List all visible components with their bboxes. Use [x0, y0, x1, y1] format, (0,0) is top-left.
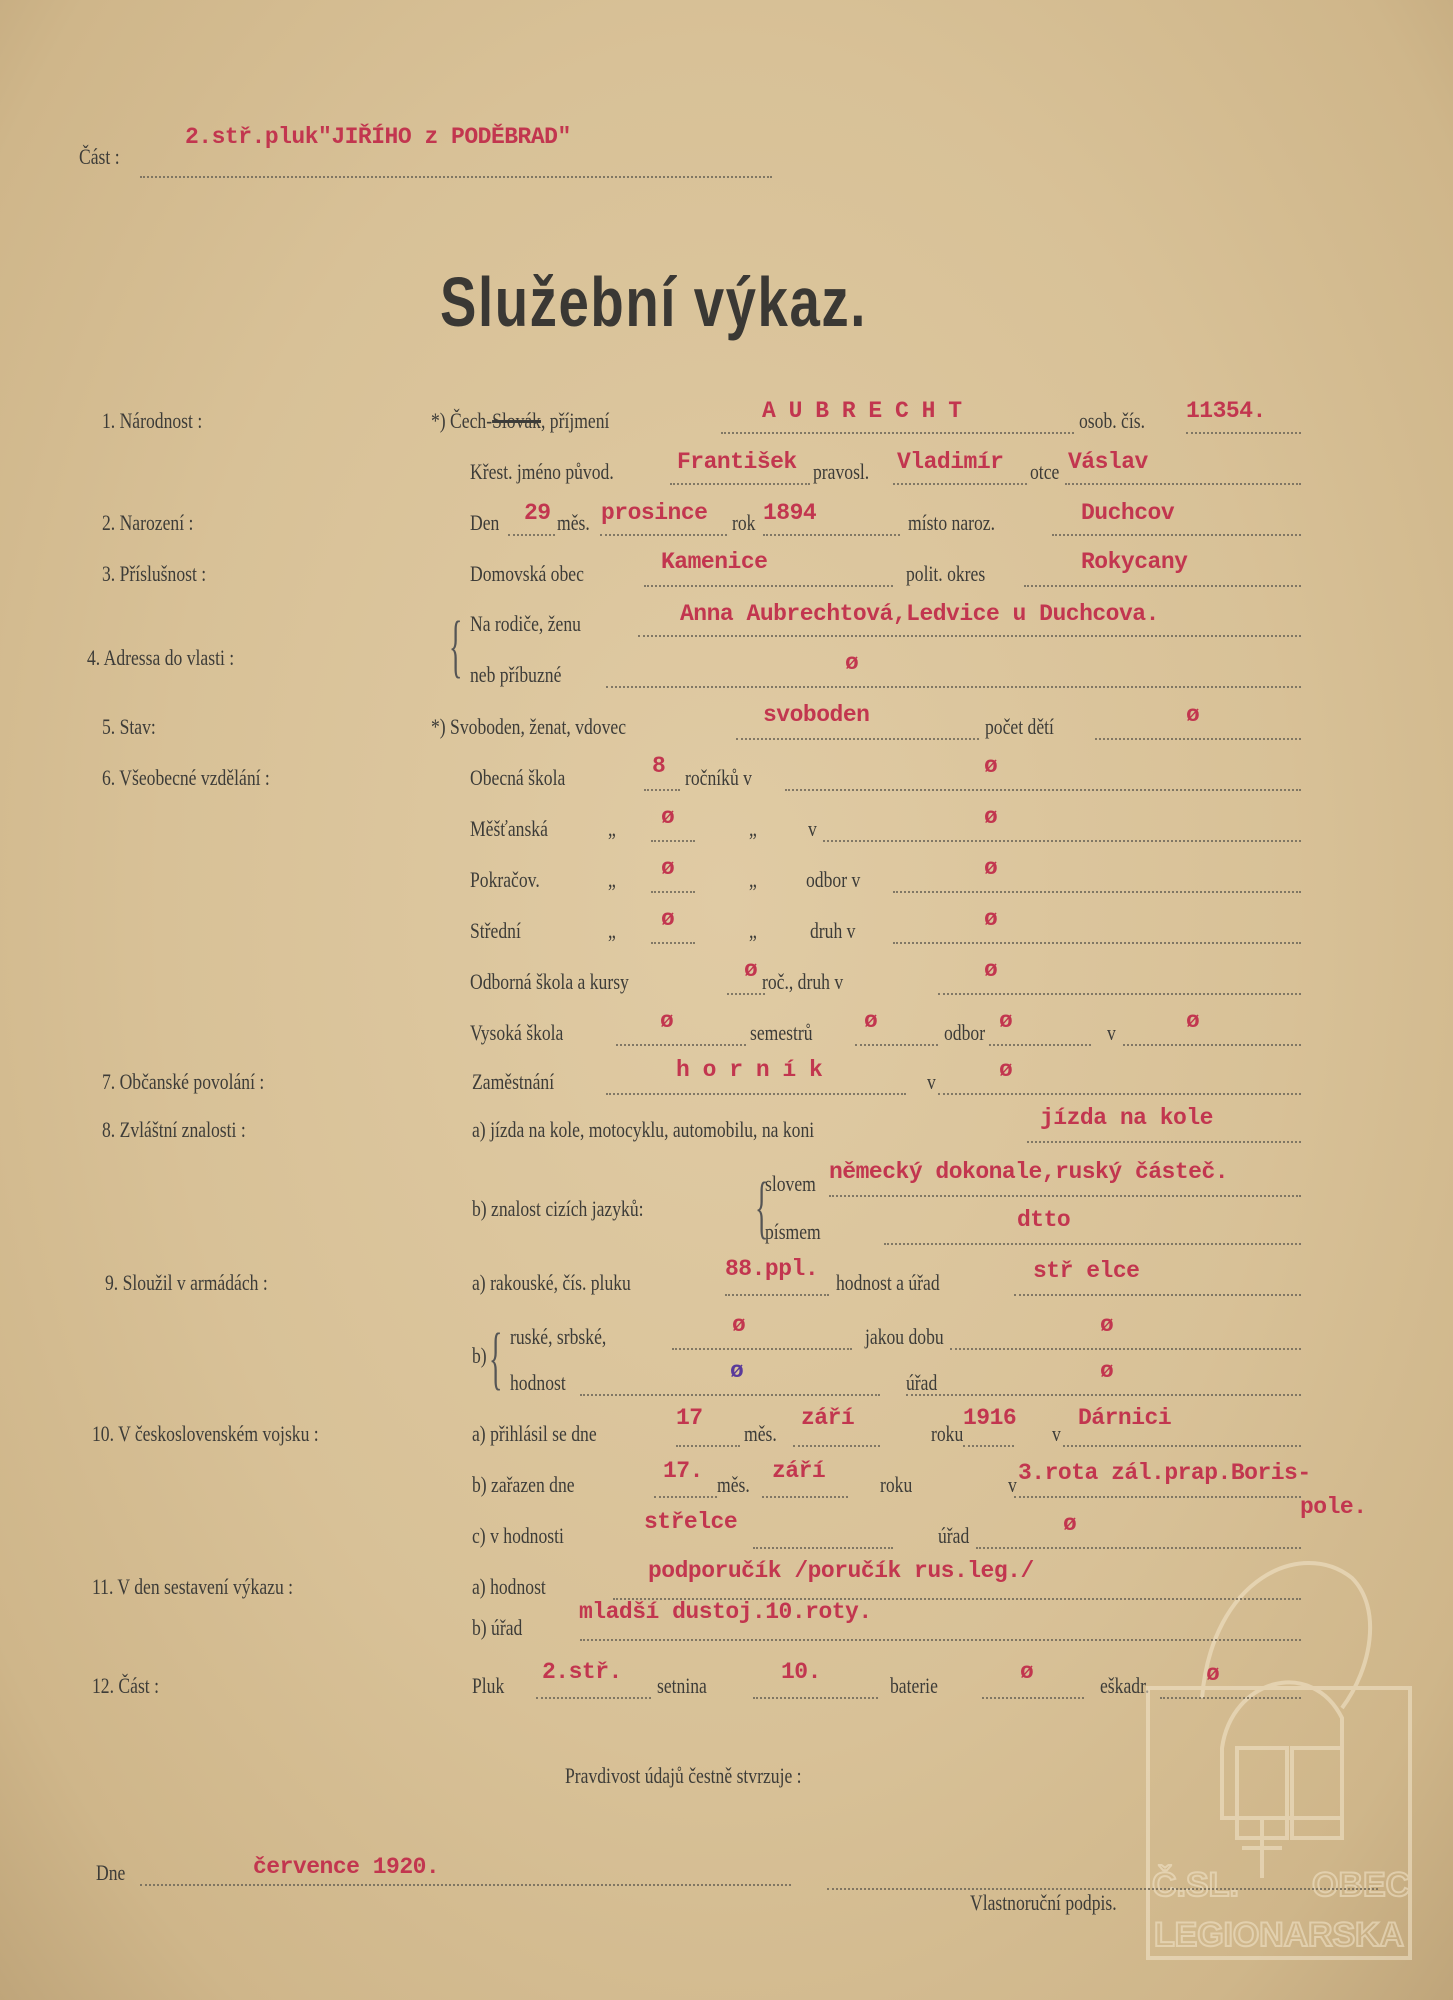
vocational-school-value: ø: [744, 957, 758, 983]
ditto-mark: „: [749, 918, 757, 943]
assigned-day: 17.: [663, 1458, 703, 1484]
ditto-mark: „: [749, 867, 757, 892]
dotted-line: [785, 789, 1301, 791]
prefix-text: *) Čech-: [431, 408, 493, 433]
dotted-line: [1065, 483, 1301, 485]
stamp-text-1: Č.SL.: [1152, 1866, 1239, 1904]
dotted-line: [855, 1044, 938, 1046]
dotted-line: [736, 738, 979, 740]
dotted-line: [938, 993, 1301, 995]
dotted-line: [676, 1445, 740, 1447]
in-label: v: [1052, 1421, 1061, 1446]
dotted-line: [893, 891, 1301, 893]
duration-label: jakou dobu: [865, 1324, 944, 1349]
squadron-label: eškadr.: [1100, 1673, 1150, 1698]
dotted-line: [1123, 1044, 1301, 1046]
dotted-line: [1160, 1697, 1301, 1699]
suffix-text: , příjmení: [540, 408, 610, 433]
current-office-value: mladší dustoj.10.roty.: [579, 1599, 872, 1625]
dotted-line: [606, 686, 1301, 688]
russian-serbian-label: ruské, srbské,: [510, 1324, 607, 1349]
assigned-label: b) zařazen dne: [472, 1472, 575, 1497]
regiment-label: Pluk: [472, 1673, 505, 1698]
civic-school-place: ø: [984, 804, 998, 830]
riding-label: a) jízda na kole, motocyklu, automobilu, na koni: [472, 1117, 815, 1142]
written-languages-value: dtto: [1017, 1207, 1071, 1233]
in-label: v: [808, 816, 817, 841]
rank-office-label: hodnost a úřad: [836, 1270, 940, 1295]
written-label: písmem: [765, 1219, 821, 1244]
report-date-label: 11. V den sestavení výkazu :: [92, 1574, 294, 1599]
dotted-line: [613, 1598, 1301, 1600]
status-label: 5. Stav:: [102, 714, 156, 739]
father-label: otce: [1030, 459, 1060, 484]
rank-value: ø: [730, 1358, 744, 1384]
ditto-mark: „: [608, 918, 616, 943]
enlisted-place: Dárnici: [1078, 1405, 1172, 1431]
signature-label: Vlastnoruční podpis.: [970, 1890, 1117, 1915]
grades-label: ročníků v: [685, 765, 752, 790]
primary-school-value: 8: [652, 753, 666, 779]
current-rank-value: podporučík /poručík rus.leg./: [648, 1558, 1034, 1584]
personal-number-value: 11354.: [1186, 398, 1266, 424]
university-value: ø: [660, 1008, 674, 1034]
dotted-line: [1024, 585, 1301, 587]
brace: {: [755, 1169, 769, 1246]
dotted-line: [753, 1697, 878, 1699]
special-skills-label: 8. Zvláštní znalosti :: [102, 1117, 246, 1142]
vocational-school-place: ø: [984, 957, 998, 983]
dotted-line: [1014, 1294, 1301, 1296]
district-label: polit. okres: [906, 561, 986, 586]
unit-label: Část :: [79, 144, 120, 169]
dotted-line: [1052, 534, 1301, 536]
month-label: měs.: [717, 1472, 750, 1497]
surname-value: A U B R E C H T: [762, 398, 962, 424]
dotted-line: [536, 1697, 651, 1699]
dotted-line: [580, 1394, 880, 1396]
stamp-text-2: LEGIONARSKA: [1154, 1916, 1404, 1954]
dotted-line: [827, 1888, 1378, 1890]
ditto-mark: „: [749, 816, 757, 841]
nationality-label: 1. Národnost :: [102, 408, 203, 433]
relatives-label: Na rodiče, ženu: [470, 611, 581, 636]
in-label: v: [1107, 1020, 1116, 1045]
dotted-line: [140, 1884, 791, 1886]
in-label: v: [1008, 1472, 1017, 1497]
year-label: rok: [732, 510, 756, 535]
nationality-prefix: [431, 408, 609, 434]
employment-value: h o r n í k: [676, 1057, 823, 1083]
citizenship-label: 3. Příslušnost :: [102, 561, 207, 586]
dotted-line: [721, 432, 1074, 434]
office-label: úřad: [938, 1523, 970, 1548]
kin-value: ø: [845, 650, 859, 676]
christian-name-value: František: [677, 449, 797, 475]
assigned-month: září: [772, 1458, 826, 1484]
served-armies-label: 9. Sloužil v armádách :: [105, 1270, 268, 1295]
enlisted-month: září: [801, 1405, 855, 1431]
dotted-line: [823, 840, 1301, 842]
austrian-regiment-value: 88.ppl.: [725, 1256, 819, 1282]
continuation-school-place: ø: [984, 855, 998, 881]
month-label: měs.: [744, 1421, 777, 1446]
primary-school-place: ø: [984, 753, 998, 779]
ditto-mark: „: [608, 816, 616, 841]
year-label: roku: [931, 1421, 964, 1446]
legion-emboss-stamp: [1142, 1518, 1416, 1965]
month-label: měs.: [557, 510, 590, 535]
secondary-school-place: ø: [984, 906, 998, 932]
dotted-line: [644, 789, 680, 791]
dotted-line: [989, 1044, 1091, 1046]
enlisted-label: a) přihlásil se dne: [472, 1421, 597, 1446]
dotted-line: [893, 483, 1027, 485]
dotted-line: [508, 534, 555, 536]
dotted-line: [1095, 738, 1301, 740]
relatives-value: Anna Aubrechtová,Ledvice u Duchcova.: [680, 601, 1159, 627]
rank-label: hodnost: [510, 1370, 566, 1395]
dotted-line: [670, 483, 810, 485]
dotted-line: [829, 1195, 1301, 1197]
struck-text: Slovák: [492, 408, 541, 433]
dotted-line: [651, 891, 695, 893]
orthodox-name-label: pravosl.: [813, 459, 870, 484]
regiment-value: 2.stř.: [542, 1659, 622, 1685]
dotted-line: [654, 1496, 717, 1498]
year-type-label: roč., druh v: [762, 969, 844, 994]
office-label: b) úřad: [472, 1615, 523, 1640]
civic-school-value: ø: [661, 804, 675, 830]
father-value: Váslav: [1068, 449, 1148, 475]
field-value: ø: [999, 1008, 1013, 1034]
university-label: Vysoká škola: [470, 1020, 564, 1045]
secondary-school-value: ø: [661, 906, 675, 932]
in-label: v: [927, 1069, 936, 1094]
birth-month-value: prosince: [601, 500, 708, 526]
children-label: počet dětí: [985, 714, 1054, 739]
field-label: odbor: [944, 1020, 986, 1045]
vocational-school-label: Odborná škola a kursy: [470, 969, 629, 994]
unit-section-label: 12. Část :: [92, 1673, 159, 1698]
birth-day-value: 29: [524, 500, 551, 526]
children-value: ø: [1186, 702, 1200, 728]
dotted-line: [644, 585, 893, 587]
office-value: ø: [1063, 1511, 1077, 1537]
dotted-line: [1063, 1445, 1301, 1447]
rank-label: a) hodnost: [472, 1574, 546, 1599]
dotted-line: [616, 1044, 746, 1046]
birthplace-value: Duchcov: [1081, 500, 1175, 526]
brace: {: [449, 608, 463, 685]
continuation-school-value: ø: [661, 855, 675, 881]
assigned-unit-continued: pole.: [1300, 1494, 1367, 1520]
languages-label: b) znalost cizích jazyků:: [472, 1196, 644, 1221]
district-value: Rokycany: [1081, 549, 1188, 575]
spoken-languages-value: německý dokonale,ruský částeč.: [829, 1159, 1229, 1185]
dotted-line: [762, 1496, 848, 1498]
dotted-line: [600, 534, 727, 536]
marital-options-label: *) Svoboden, ženat, vdovec: [431, 714, 627, 739]
date-value: července 1920.: [253, 1854, 440, 1880]
spoken-label: slovem: [765, 1171, 816, 1196]
date-label: Dne: [96, 1860, 126, 1885]
type-in-label: druh v: [810, 918, 856, 943]
birth-label: 2. Narození :: [102, 510, 194, 535]
battery-value: ø: [1020, 1659, 1034, 1685]
home-municipality-value: Kamenice: [661, 549, 768, 575]
personal-number-label: osob. čís.: [1079, 408, 1145, 433]
occupation-label: 7. Občanské povolání :: [102, 1069, 265, 1094]
christian-name-label: Křest. jméno původ.: [470, 459, 614, 484]
brace: {: [489, 1320, 503, 1397]
dotted-line: [893, 942, 1301, 944]
dotted-line: [1186, 432, 1301, 434]
dotted-line: [884, 1243, 1301, 1245]
document-title: Služební výkaz.: [440, 263, 867, 341]
year-label: roku: [880, 1472, 913, 1497]
company-label: setnina: [657, 1673, 707, 1698]
rank-label: c) v hodnosti: [472, 1523, 564, 1548]
dotted-line: [938, 1093, 1301, 1095]
university-place: ø: [1186, 1008, 1200, 1034]
dotted-line: [672, 1348, 852, 1350]
battery-label: baterie: [890, 1673, 938, 1698]
enlisted-year: 1916: [963, 1405, 1017, 1431]
semesters-label: semestrů: [750, 1020, 813, 1045]
civic-school-label: Měšťanská: [470, 816, 548, 841]
dotted-line: [763, 534, 900, 536]
dotted-line: [1014, 1496, 1301, 1498]
dotted-line: [651, 942, 695, 944]
dotted-line: [976, 1547, 1301, 1549]
austrian-regiment-label: a) rakouské, čís. pluku: [472, 1270, 631, 1295]
dotted-line: [638, 635, 1301, 637]
orthodox-name-value: Vladimír: [897, 449, 1004, 475]
kin-label: neb příbuzné: [470, 662, 562, 687]
dotted-line: [950, 1348, 1301, 1350]
dotted-line: [580, 1639, 1301, 1641]
attestation-text: Pravdivost údajů čestně stvrzuje :: [565, 1763, 802, 1788]
company-value: 10.: [781, 1659, 821, 1685]
dotted-line: [906, 1394, 1301, 1396]
dotted-line: [753, 1547, 893, 1549]
enlisted-day: 17: [676, 1405, 703, 1431]
dotted-line: [140, 176, 772, 178]
duration-value: ø: [1100, 1312, 1114, 1338]
dotted-line: [982, 1697, 1084, 1699]
russian-serbian-value: ø: [732, 1312, 746, 1338]
dotted-line: [793, 1445, 880, 1447]
dotted-line: [727, 993, 765, 995]
address-label: 4. Adressa do vlasti :: [87, 645, 235, 670]
dotted-line: [963, 1445, 1014, 1447]
dotted-line: [606, 1093, 906, 1095]
stamp-text-1b: OBEC: [1312, 1866, 1411, 1904]
assigned-unit: 3.rota zál.prap.Boris-: [1018, 1460, 1311, 1486]
birth-year-value: 1894: [763, 500, 817, 526]
rank-value: střelce: [644, 1509, 738, 1535]
ditto-mark: „: [608, 867, 616, 892]
czechoslovak-army-label: 10. V československém vojsku :: [92, 1421, 319, 1446]
squadron-value: ø: [1206, 1661, 1220, 1687]
office-label: úřad: [906, 1370, 938, 1395]
unit-value: 2.stř.pluk"JIŘÍHO z PODĚBRAD": [185, 124, 571, 150]
day-label: Den: [470, 510, 500, 535]
riding-value: jízda na kole: [1040, 1105, 1213, 1131]
birthplace-label: místo naroz.: [908, 510, 996, 535]
item-b-label: b): [472, 1343, 487, 1368]
office-value: ø: [1100, 1358, 1114, 1384]
dotted-line: [651, 840, 695, 842]
semesters-value: ø: [864, 1008, 878, 1034]
field-in-label: odbor v: [806, 867, 861, 892]
secondary-school-label: Střední: [470, 918, 521, 943]
education-label: 6. Všeobecné vzdělání :: [102, 765, 270, 790]
marital-value: svoboden: [763, 702, 870, 728]
continuation-school-label: Pokračov.: [470, 867, 540, 892]
dotted-line: [725, 1294, 829, 1296]
employment-label: Zaměstnání: [472, 1069, 555, 1094]
home-municipality-label: Domovská obec: [470, 561, 584, 586]
primary-school-label: Obecná škola: [470, 765, 566, 790]
rank-office-value: stř elce: [1033, 1258, 1140, 1284]
dotted-line: [1027, 1141, 1301, 1143]
employment-place: ø: [999, 1057, 1013, 1083]
